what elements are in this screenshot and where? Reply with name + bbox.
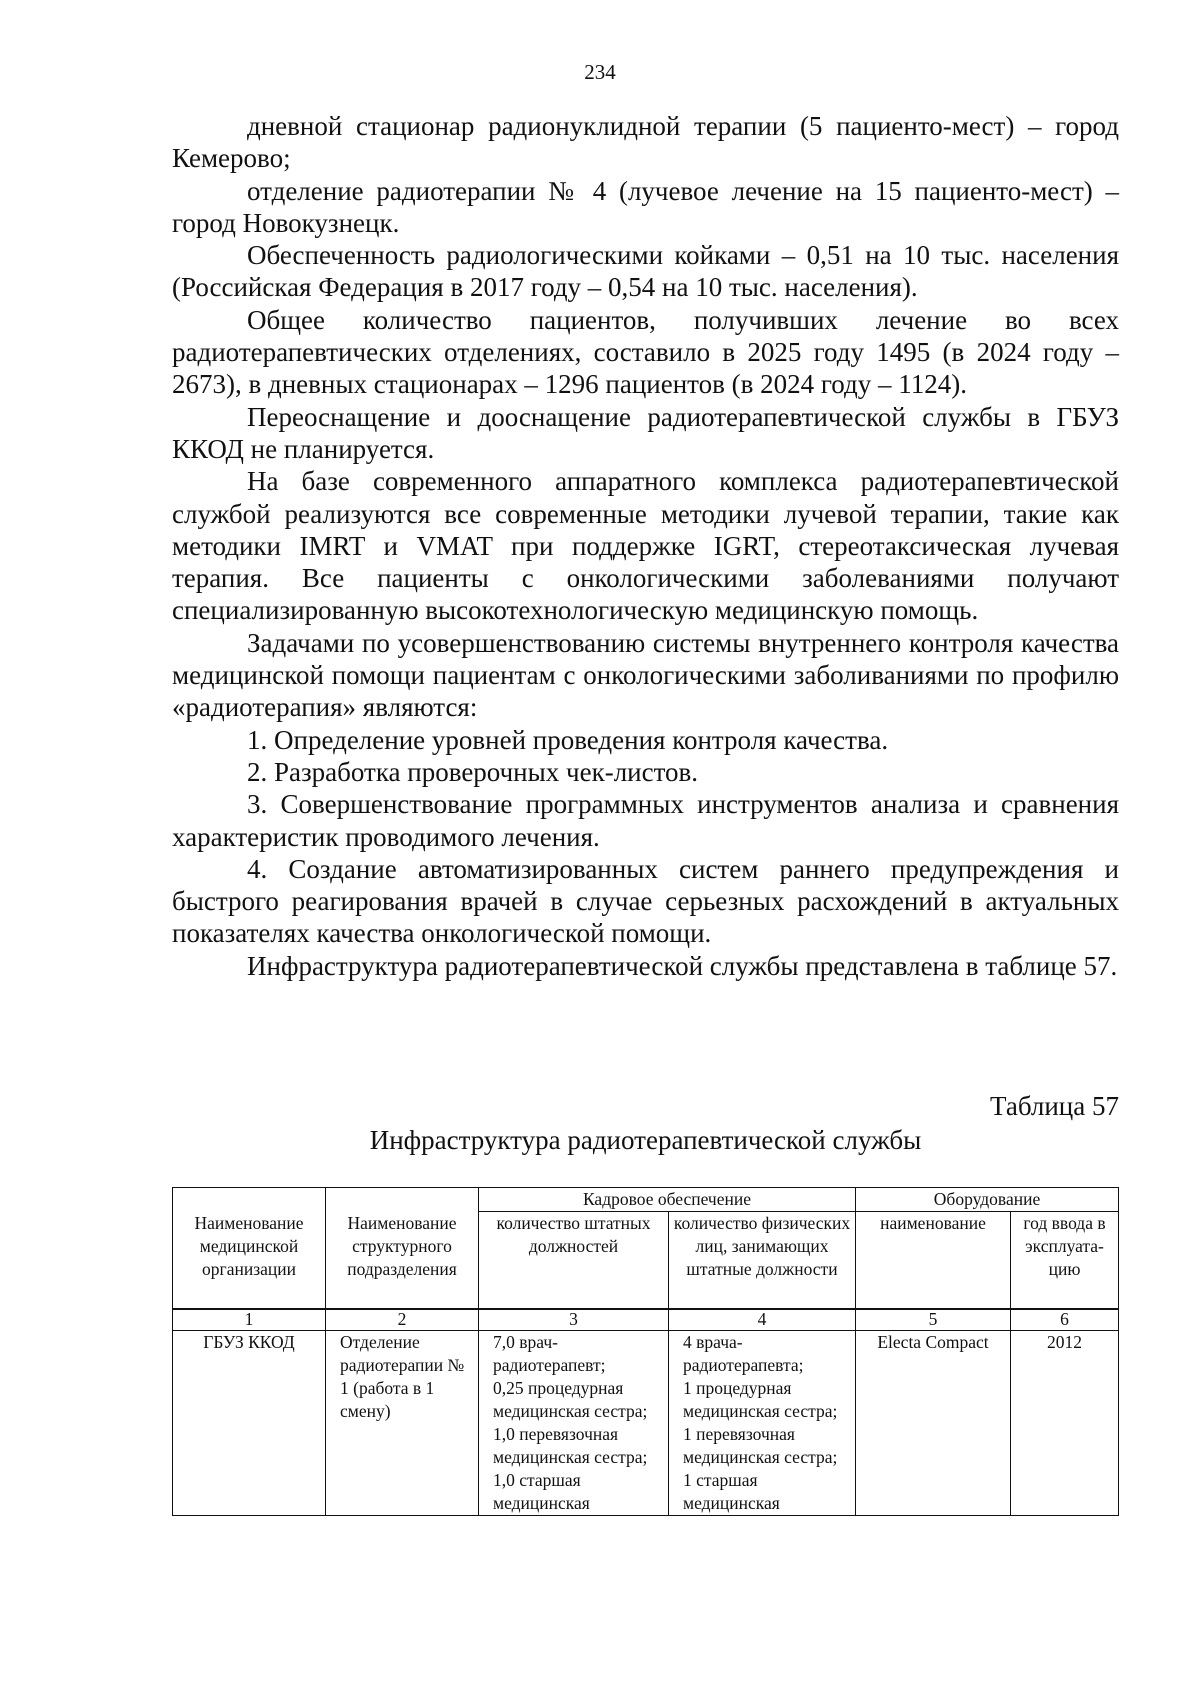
column-number: 2 — [326, 1309, 479, 1331]
paragraph: На базе современного аппаратного комплекса радиотерапевтической службой реализуются все современные методики лучевой терапии, такие как методики IMRT и VMAT при поддержке IGRT, стереотаксическая лучевая терапия. Все пациенты с онкологическими заболеваниями получают специализированную высокотехнологическую медицинскую помощь. — [172, 466, 1119, 626]
table-group-header-row — [173, 1188, 1119, 1212]
header-unit: Наименование структурного подразделения — [347, 1213, 457, 1279]
cell-staff-positions: 7,0 врач-радиотерапевт; 0,25 процедурная медицинская сестра; 1,0 перевязочная медицинская сестра; 1,0 старшая медицинская — [479, 1331, 669, 1516]
column-number: 1 — [173, 1309, 326, 1331]
header-cell — [173, 1188, 326, 1310]
header-org: Наименование медицинской организации — [194, 1213, 304, 1279]
paragraph: дневной стационар радионуклидной терапии (5 пациенто-мест) – город Кемерово; — [172, 111, 1119, 174]
header-commission-year: год ввода в эксплуата-цию — [1011, 1212, 1119, 1310]
header-staffing: Кадровое обеспечение — [479, 1188, 856, 1212]
column-number: 6 — [1011, 1309, 1119, 1331]
header-equipment: Оборудование — [856, 1188, 1119, 1212]
paragraph: Обеспеченность радиологическими койками – 0,51 на 10 тыс. населения (Российская Федерация в 2017 году – 0,54 на 10 тыс. населения). — [172, 240, 1119, 303]
list-item: 2. Разработка проверочных чек-листов. — [247, 756, 699, 787]
body-text — [172, 110, 1119, 982]
cell-unit: Отделение радиотерапии № 1 (работа в 1 смену) — [326, 1331, 479, 1516]
header-staff-positions: количество штатных должностей — [479, 1212, 669, 1310]
cell-staff-persons: 4 врача-радиотерапевта; 1 процедурная медицинская сестра; 1 перевязочная медицинская сестра; 1 старшая медицинская — [669, 1331, 856, 1516]
header-equipment-name: наименование — [856, 1212, 1011, 1310]
header-staff-persons: количество физических лиц, занимающих штатные должности — [669, 1212, 856, 1310]
cell-equipment-name: Electa Compact — [856, 1331, 1011, 1516]
paragraph: Общее количество пациентов, получивших лечение во всех радиотерапевтических отделениях, составило в 2025 году 1495 (в 2024 году – 2673), в дневных стационарах – 1296 пациентов (в 2024 году – 1124). — [172, 304, 1119, 400]
paragraph: отделение радиотерапии № 4 (лучевое лечение на 15 пациенто-мест) – город Новокузнецк. — [172, 175, 1119, 238]
column-number: 5 — [856, 1309, 1011, 1331]
cell-commission-year: 2012 — [1011, 1331, 1119, 1516]
list-item: 4. Создание автоматизированных систем раннего предупреждения и быстрого реагирования врачей в случае серьезных расхождений в актуальных показателях качества онкологической помощи. — [172, 853, 1119, 949]
list-item: 1. Определение уровней проведения контроля качества. — [247, 724, 889, 755]
table-label: Таблица 57 — [990, 1091, 1119, 1121]
header-cell — [326, 1188, 479, 1310]
paragraph: Задачами по усовершенствованию системы внутреннего контроля качества медицинской помощи пациентам с онкологическими заболиваниями по профилю «радиотерапия» являются: — [172, 627, 1119, 723]
column-number: 4 — [669, 1309, 856, 1331]
cell-org: ГБУЗ ККОД — [173, 1331, 326, 1516]
paragraph: Переоснащение и дооснащение радиотерапевтической службы в ГБУЗ ККОД не планируется. — [172, 401, 1119, 464]
list-item: 3. Совершенствование программных инструментов анализа и сравнения характеристик проводимого лечения. — [172, 789, 1119, 852]
table-body — [172, 1308, 1119, 1516]
table-row — [173, 1331, 1119, 1516]
column-number-row — [173, 1309, 1119, 1331]
paragraph: Инфраструктура радиотерапевтической службы представлена в таблице 57. — [247, 950, 1118, 981]
column-number: 3 — [479, 1309, 669, 1331]
table-title: Инфраструктура радиотерапевтической службы — [369, 1125, 922, 1155]
table-header — [172, 1187, 1119, 1310]
page-number: 234 — [584, 60, 616, 84]
